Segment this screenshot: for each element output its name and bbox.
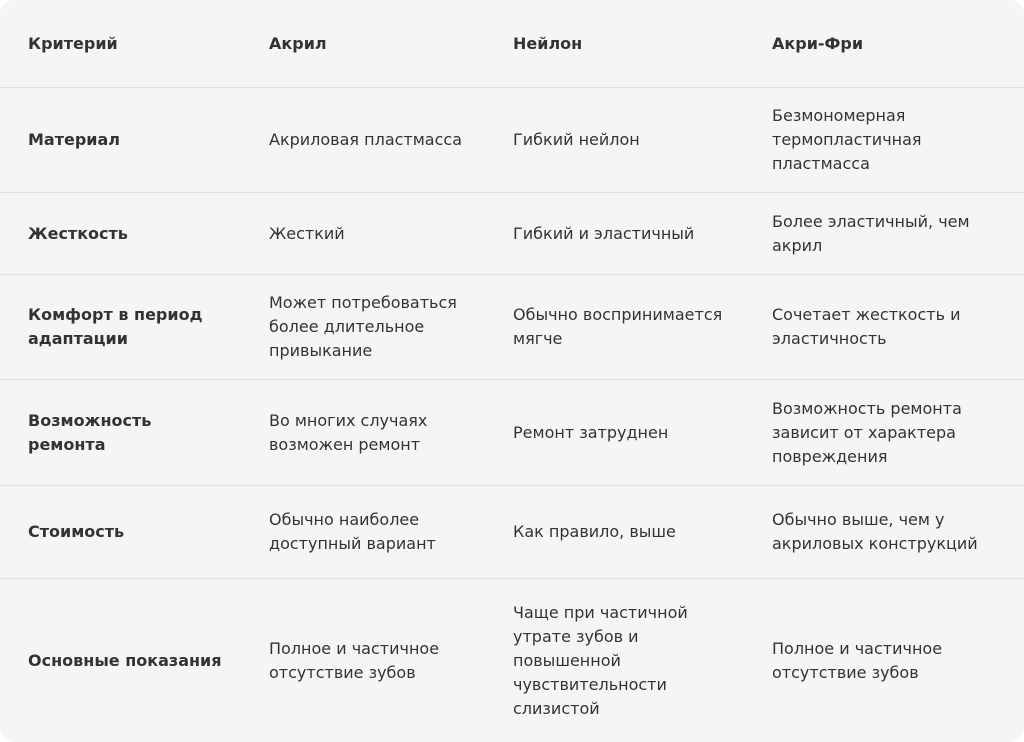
acryfree-cell: Возможность ремонта зависит от характера повреждения: [744, 380, 1024, 486]
acryfree-cell: Более эластичный, чем акрил: [744, 193, 1024, 275]
acryl-cell: Обычно наиболее доступный вариант: [241, 486, 485, 579]
acryl-cell: Во многих случаях возможен ремонт: [241, 380, 485, 486]
nylon-cell: Ремонт затруднен: [485, 380, 744, 486]
criterion-cell: Возможность ремонта: [0, 380, 241, 486]
acryl-cell: Полное и частичное отсутствие зубов: [269, 638, 440, 682]
acryfree-cell: Сочетает жесткость и эластичность: [744, 275, 1024, 380]
criterion-cell: Комфорт в период адаптации: [0, 275, 241, 380]
header-nylon: Нейлон: [485, 0, 744, 88]
nylon-cell: Гибкий нейлон: [485, 88, 744, 193]
nylon-cell: Как правило, выше: [485, 486, 744, 579]
header-acryl: Акрил: [241, 0, 485, 88]
criterion-cell: Стоимость: [0, 486, 241, 579]
criterion-cell: Основные показания: [28, 650, 222, 670]
acryfree-cell: Полное и частичное отсутствие зубов: [772, 638, 943, 682]
header-acryfree: Акри-Фри: [744, 0, 1024, 88]
nylon-cell: Обычно воспринимается мягче: [485, 275, 744, 380]
acryfree-cell: Обычно выше, чем у акриловых конструкций: [744, 486, 1024, 579]
acryfree-cell: Безмономерная термопластичная пластмасса: [744, 88, 1024, 193]
acryl-cell: Жесткий: [241, 193, 485, 275]
acryl-cell: Может потребоваться более длительное привыкание: [241, 275, 485, 380]
acryl-cell: Акриловая пластмасса: [241, 88, 485, 193]
nylon-cell: Гибкий и эластичный: [485, 193, 744, 275]
header-criterion: Критерий: [0, 0, 241, 88]
criterion-cell: Материал: [0, 88, 241, 193]
nylon-cell: Чаще при частичной утрате зубов и повышенной чувствительности слизистой: [513, 602, 688, 718]
criterion-cell: Жесткость: [0, 193, 241, 275]
